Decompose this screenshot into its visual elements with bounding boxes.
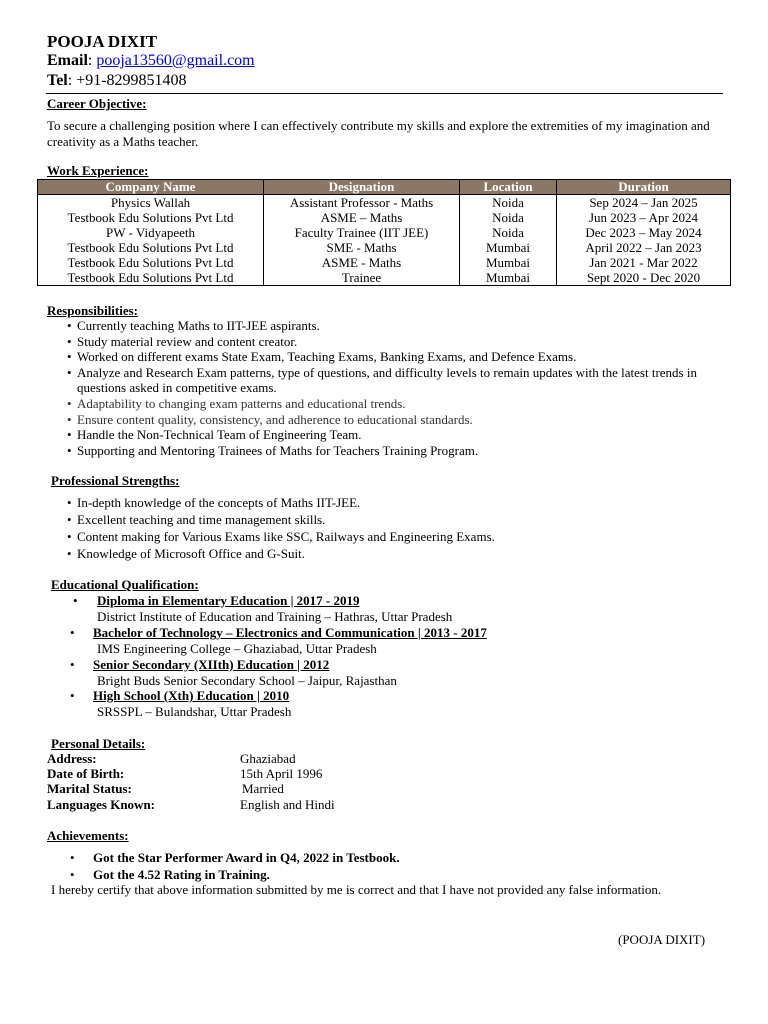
cell-location: Mumbai (460, 270, 557, 286)
column-header: Duration (557, 180, 731, 195)
bullet-icon: • (70, 867, 75, 882)
cell-company: Testbook Edu Solutions Pvt Ltd (38, 270, 264, 286)
marital-value: Married (242, 781, 284, 796)
list-item: • Study material review and content creator. (67, 333, 298, 349)
column-header: Company Name (38, 180, 264, 195)
table-row (38, 225, 731, 240)
languages-value: English and Hindi (240, 797, 335, 812)
tel-label: Tel (47, 72, 68, 89)
education-item: Diploma in Elementary Education | 2017 - 2019 District Institute of Education and Training – Hathras, Uttar Pradesh (97, 593, 453, 624)
candidate-name: POOJA DIXIT (47, 32, 158, 51)
bullet-icon: • (70, 850, 75, 865)
responsibilities-heading: Responsibilities: (47, 303, 139, 318)
cell-company: Testbook Edu Solutions Pvt Ltd (38, 240, 264, 255)
bullet-icon: • (70, 688, 75, 703)
table-row (38, 210, 731, 225)
cell-designation: Trainee (264, 270, 460, 286)
cell-duration: April 2022 – Jan 2023 (557, 240, 731, 255)
list-item: • Content making for Various Exams like SSC, Railways and Engineering Exams. (67, 529, 495, 544)
cell-duration: Sep 2024 – Jan 2025 (557, 195, 731, 211)
list-item: • Worked on different exams State Exam, Teaching Exams, Banking Exams, and Defence Exams. (67, 349, 577, 365)
cell-designation: Faculty Trainee (IIT JEE) (264, 225, 460, 240)
tel-line: Tel: +91-8299851408 (47, 72, 187, 89)
bullet-icon: • (73, 593, 78, 608)
cell-duration: Sept 2020 - Dec 2020 (557, 270, 731, 286)
career-text: To secure a challenging position where I can effectively contribute my skills and explore the extremities of my imagination and creativity as a Maths teacher. (47, 118, 710, 149)
column-header: Location (460, 180, 557, 195)
cell-duration: Dec 2023 – May 2024 (557, 225, 731, 240)
cell-designation: ASME – Maths (264, 210, 460, 225)
table-row (38, 255, 731, 270)
header-divider (46, 93, 723, 94)
achievements-heading: Achievements: (47, 828, 129, 843)
table-row (38, 195, 731, 211)
list-item: • Knowledge of Microsoft Office and G-Suit. (67, 546, 305, 561)
responsibilities-list (67, 318, 717, 458)
list-item: • Handle the Non-Technical Team of Engineering Team. (67, 427, 362, 443)
strengths-heading: Professional Strengths: (51, 473, 180, 488)
list-item: • Excellent teaching and time management skills. (67, 512, 326, 527)
education-item: Senior Secondary (XIIth) Education | 2012 Bright Buds Senior Secondary School – Jaipur, Rajasthan (93, 657, 397, 688)
dob-value: 15th April 1996 (240, 766, 323, 781)
bullet-icon: • (70, 657, 75, 672)
cell-location: Noida (460, 195, 557, 211)
list-item: • Analyze and Research Exam patterns, type of questions, and difficulty levels to remain updates with the latest trends in questions asked in competitive exams. (67, 364, 697, 396)
email-label: Email (47, 52, 88, 69)
email-line: Email: pooja13560@gmail.com (47, 52, 255, 69)
list-item: • Supporting and Mentoring Trainees of Maths for Teachers Training Program. (67, 442, 479, 458)
languages-label: Languages Known: (47, 797, 155, 812)
education-heading: Educational Qualification: (51, 577, 199, 592)
cell-location: Noida (460, 210, 557, 225)
cell-location: Noida (460, 225, 557, 240)
address-value: Ghaziabad (240, 751, 296, 766)
tel-value: +91-8299851408 (76, 72, 187, 89)
cell-designation: ASME - Maths (264, 255, 460, 270)
education-item: Bachelor of Technology – Electronics and Communication | 2013 - 2017 IMS Engineering College – Ghaziabad, Uttar Pradesh (93, 625, 487, 656)
list-item: • In-depth knowledge of the concepts of Maths IIT-JEE. (67, 495, 361, 510)
cell-company: Physics Wallah (38, 195, 264, 211)
email-link[interactable]: pooja13560@gmail.com (96, 52, 255, 69)
cell-company: PW - Vidyapeeth (38, 225, 264, 240)
cell-location: Mumbai (460, 240, 557, 255)
table-row (38, 240, 731, 255)
address-label: Address: (47, 751, 97, 766)
education-item: High School (Xth) Education | 2010 SRSSPL – Bulandshar, Uttar Pradesh (93, 688, 292, 719)
cell-duration: Jun 2023 – Apr 2024 (557, 210, 731, 225)
dob-label: Date of Birth: (47, 766, 125, 781)
work-experience-table (37, 179, 731, 286)
list-item: • Currently teaching Maths to IIT-JEE aspirants. (67, 318, 320, 333)
cell-company: Testbook Edu Solutions Pvt Ltd (38, 210, 264, 225)
achievement-item: Got the 4.52 Rating in Training. (93, 867, 270, 882)
list-item: • Ensure content quality, consistency, and adherence to educational standards. (67, 411, 473, 427)
achievement-item: Got the Star Performer Award in Q4, 2022 in Testbook. (93, 850, 400, 865)
strengths-list (67, 494, 717, 562)
cell-company: Testbook Edu Solutions Pvt Ltd (38, 255, 264, 270)
personal-heading: Personal Details: (51, 736, 146, 751)
work-heading: Work Experience: (47, 163, 149, 178)
declaration-text: I hereby certify that above information submitted by me is correct and that I have not provided any false information. (51, 882, 662, 897)
career-heading: Career Objective: (47, 96, 147, 111)
signature-name: (POOJA DIXIT) (618, 932, 706, 947)
table-header-row (38, 180, 731, 195)
list-item: • Adaptability to changing exam patterns and educational trends. (67, 395, 406, 411)
cell-duration: Jan 2021 - Mar 2022 (557, 255, 731, 270)
table-row (38, 270, 731, 286)
cell-designation: SME - Maths (264, 240, 460, 255)
cell-location: Mumbai (460, 255, 557, 270)
marital-label: Marital Status: (47, 781, 132, 796)
cell-designation: Assistant Professor - Maths (264, 195, 460, 211)
bullet-icon: • (70, 625, 75, 640)
column-header: Designation (264, 180, 460, 195)
